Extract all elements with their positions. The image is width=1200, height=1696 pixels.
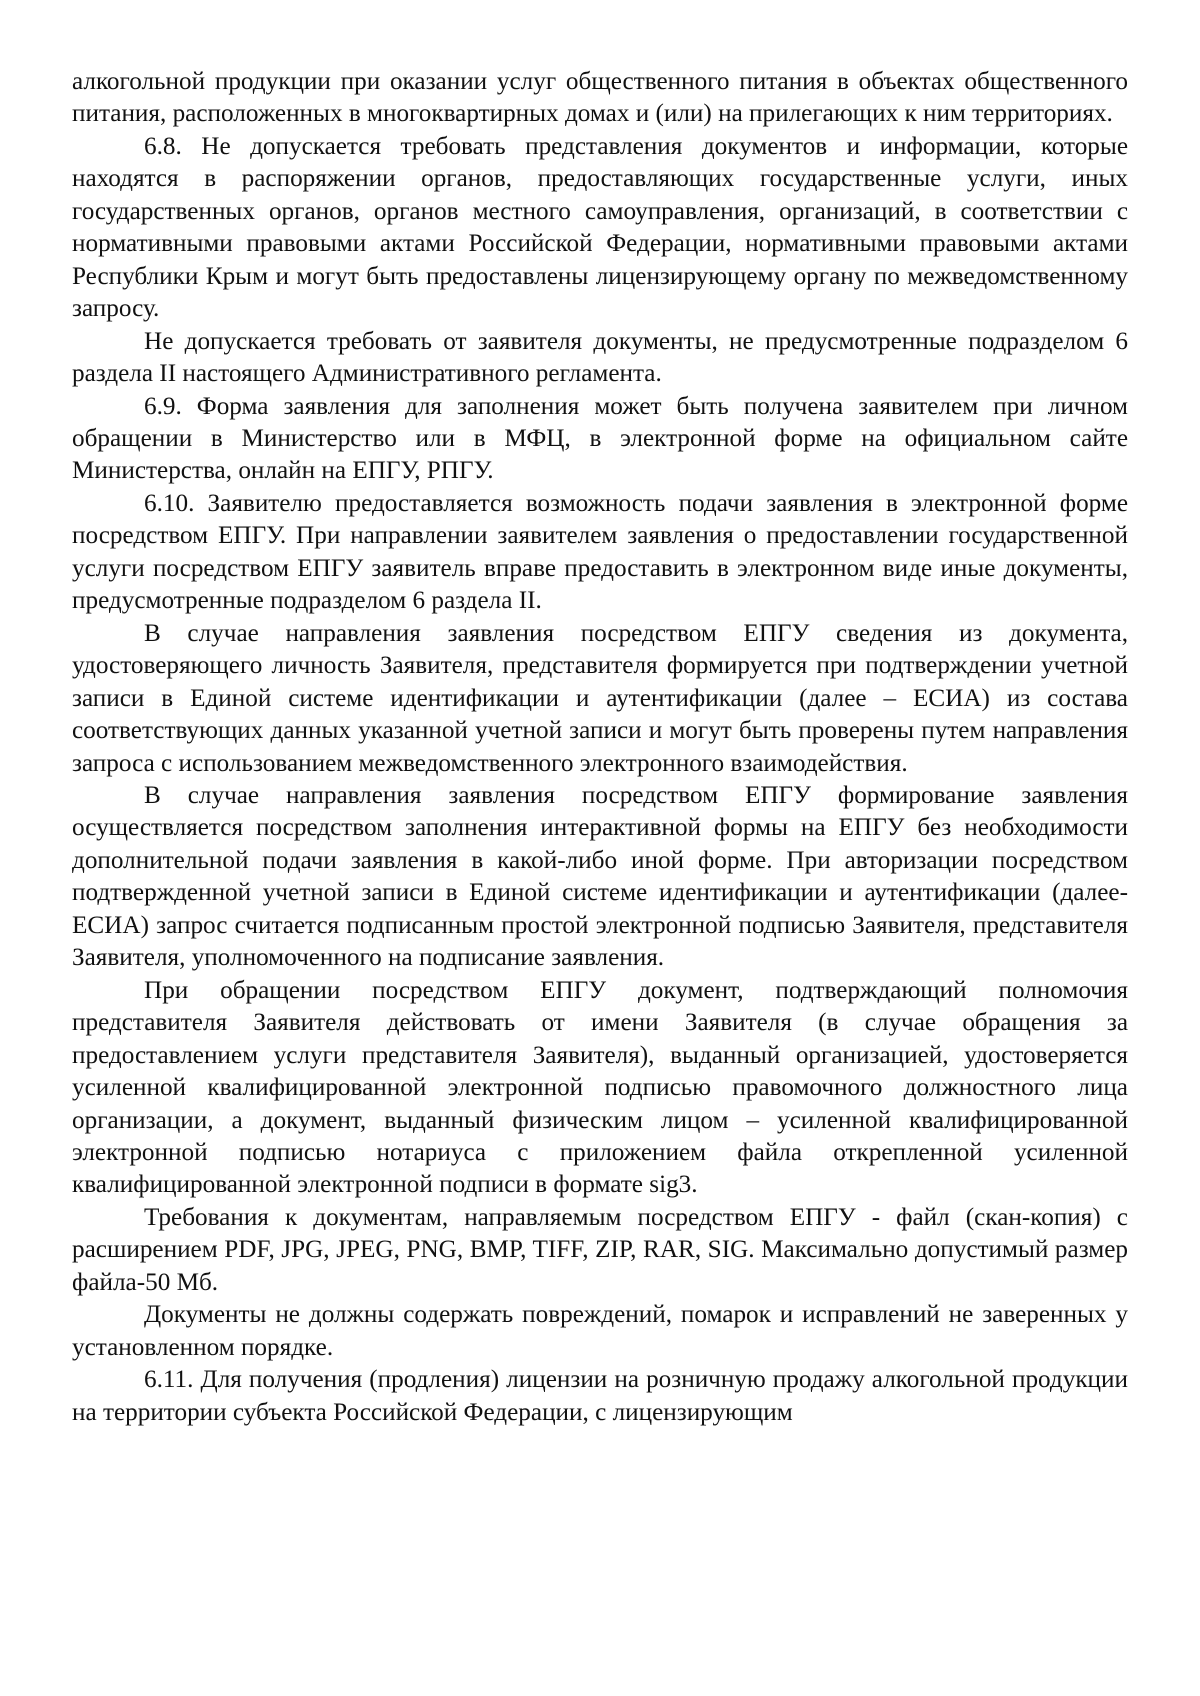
paragraph-6-11: 6.11. Для получения (продления) лицензии на розничную продажу алкогольной продукции на территории субъекта Российской Федерации, с лицензирующим: [72, 1366, 1128, 1426]
paragraph-continuation: алкогольной продукции при оказании услуг общественного питания в объектах общественного питания, расположенных в многоквартирных домах и (или) на прилегающих к ним территориях.: [72, 68, 1128, 128]
paragraph-representative-authority: При обращении посредством ЕПГУ документ, подтверждающий полномочия представителя Заявителя действовать от имени Заявителя (в случае обращения за предоставлением услуги представителя Заявителя), выданный организацией, удостоверяется усиленной квалифицированной электронной подписью правомочного должностного лица организации, а документ, выданный физическим лицом – усиленной квалифицированной электронной подписью нотариуса с приложением файла открепленной усиленной квалифицированной электронной подписи в формате sig3.: [72, 976, 1128, 1199]
paragraph-6-8-requirements: Не допускается требовать от заявителя документы, не предусмотренные подразделом 6 раздела II настоящего Административного регламента.: [72, 327, 1128, 388]
paragraph-6-8: 6.8. Не допускается требовать представления документов и информации, которые находятся в распоряжении органов, предоставляющих государственные услуги, иных государственных органов, органов местного самоуправления, организаций, в соответствии с нормативными правовыми актами Российской Федерации, нормативными правовыми актами Республики Крым и могут быть предоставлены лицензирующему органу по межведомственному запросу.: [72, 132, 1128, 323]
paragraph-6-10: 6.10. Заявителю предоставляется возможность подачи заявления в электронной форме посредством ЕПГУ. При направлении заявителем заявления о предоставлении государственной услуги посредством ЕПГУ заявитель вправе предоставить в электронном виде иные документы, предусмотренные подразделом 6 раздела II.: [72, 489, 1128, 615]
paragraph-file-requirements: Требования к документам, направляемым посредством ЕПГУ - файл (скан-копия) с расширением PDF, JPG, JPEG, PNG, BMP, TIFF, ZIP, RAR, SIG. Максимально допустимый размер файла-50 Мб.: [72, 1203, 1128, 1296]
paragraph-6-9: 6.9. Форма заявления для заполнения может быть получена заявителем при личном обращении в Министерство или в МФЦ, в электронной форме на официальном сайте Министерства, онлайн на ЕПГУ, РПГУ.: [72, 392, 1128, 485]
paragraph-document-integrity: Документы не должны содержать повреждений, помарок и исправлений не заверенных у установленном порядке.: [72, 1301, 1128, 1361]
document-page: [72, 66, 1128, 1429]
paragraph-identity-data: В случае направления заявления посредством ЕПГУ сведения из документа, удостоверяющего личность Заявителя, представителя формируется при подтверждении учетной записи в Единой системе идентификации и аутентификации (далее – ЕСИА) из состава соответствующих данных указанной учетной записи и могут быть проверены путем направления запроса с использованием межведомственного электронного взаимодействия.: [72, 619, 1128, 777]
paragraph-interactive-form: В случае направления заявления посредством ЕПГУ формирование заявления осуществляется посредством заполнения интерактивной формы на ЕПГУ без необходимости дополнительной подачи заявления в какой-либо иной форме. При авторизации посредством подтвержденной учетной записи в Единой системе идентификации и аутентификации (далее-ЕСИА) запрос считается подписанным простой электронной подписью Заявителя, представителя Заявителя, уполномоченного на подписание заявления.: [72, 781, 1128, 972]
